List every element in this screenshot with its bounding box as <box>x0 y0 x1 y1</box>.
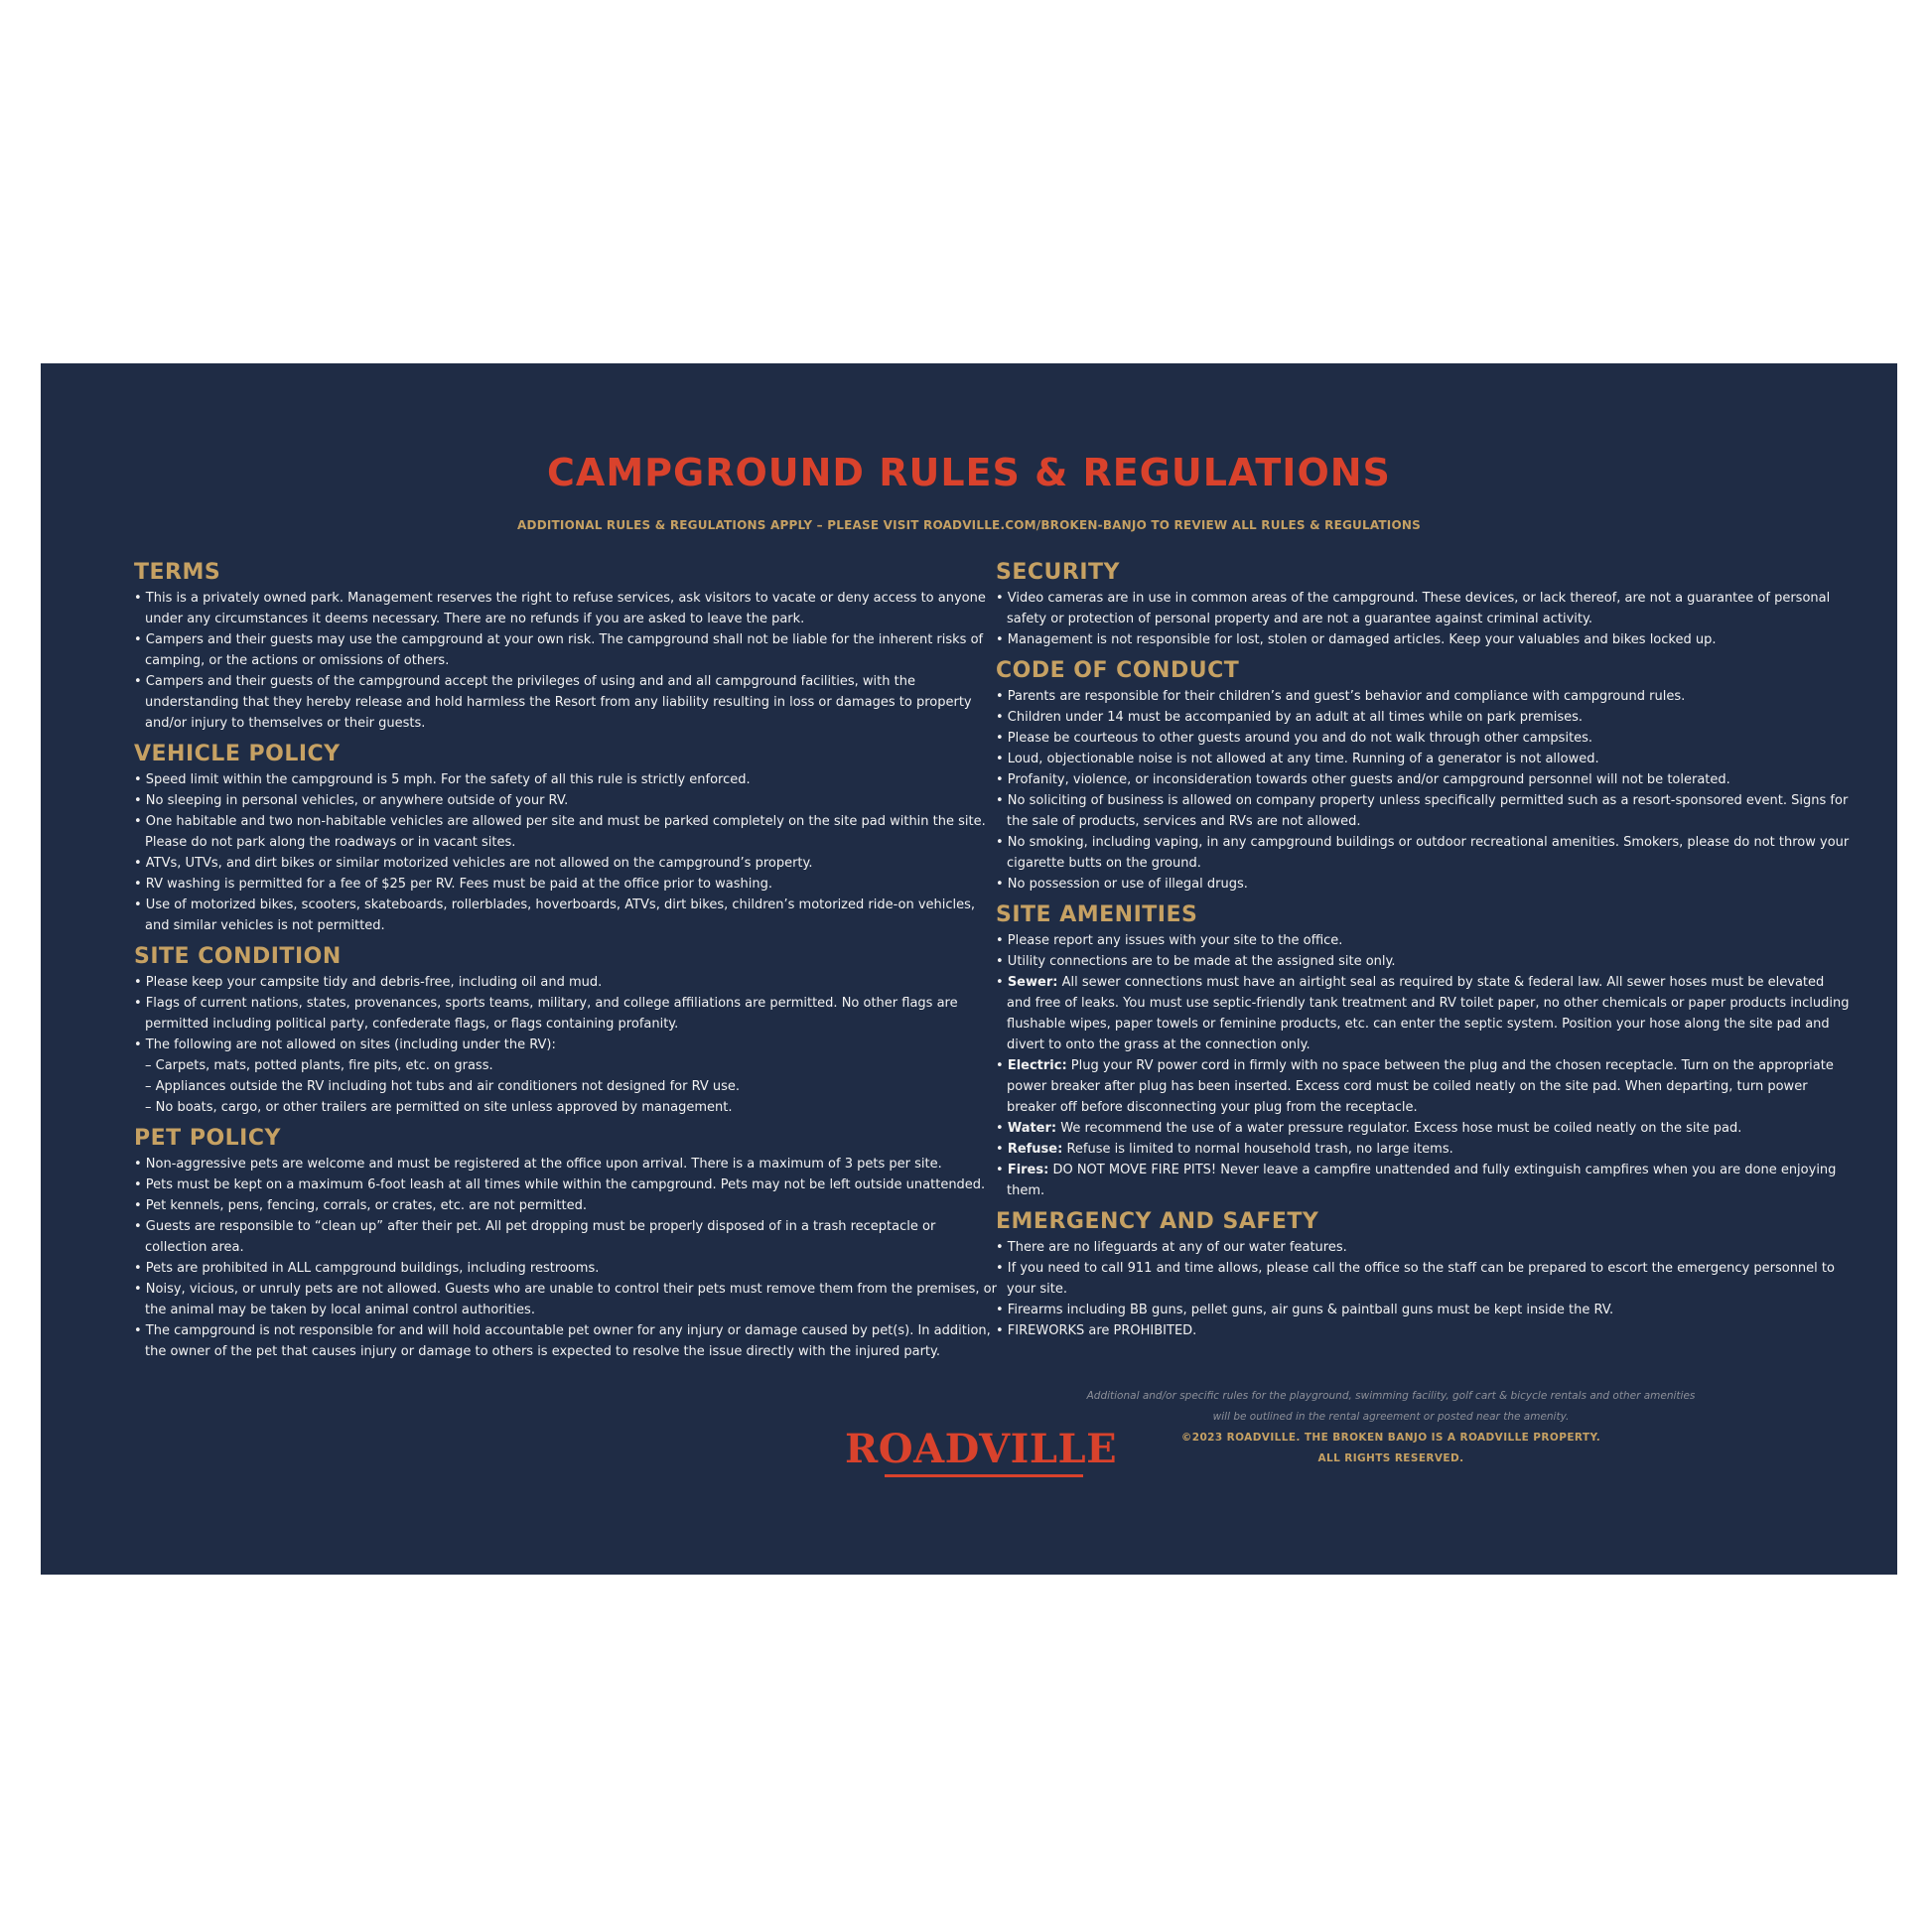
rule-text: • One habitable and two non-habitable vehicles are allowed per site and must be parked completely on the site pad within the site. Please do not park along the roadways or in vacant sites. <box>134 814 986 850</box>
rules-sign-board <box>41 363 1897 1575</box>
rule-text: • Utility connections are to be made at the assigned site only. <box>996 954 1396 969</box>
rule-text: – Carpets, mats, potted plants, fire pits, etc. on grass. <box>145 1058 493 1073</box>
section-pet-policy <box>134 1124 998 1362</box>
rule-text: – Appliances outside the RV including hot tubs and air conditioners not designed for RV use. <box>145 1079 741 1094</box>
rule-item <box>996 972 1850 1055</box>
rule-text: DO NOT MOVE FIRE PITS! Never leave a campfire unattended and fully extinguish campfires when you are done enjoying them. <box>1007 1163 1837 1198</box>
bullet: • <box>996 975 1008 990</box>
rule-item <box>134 1320 998 1362</box>
rule-item <box>996 769 1850 790</box>
rule-label: Sewer: <box>1007 975 1058 990</box>
rule-item <box>996 790 1850 832</box>
rule-text: • Speed limit within the campground is 5 mph. For the safety of all this rule is strictly enforced. <box>134 772 751 787</box>
section-vehicle-policy <box>134 740 998 936</box>
footer-note <box>1073 1386 1709 1469</box>
rule-item <box>996 1320 1850 1341</box>
rule-item <box>134 1279 998 1320</box>
right-column <box>996 558 1850 1347</box>
section-heading: VEHICLE POLICY <box>134 742 341 766</box>
rule-text: • RV washing is permitted for a fee of $25 per RV. Fees must be paid at the office prior to washing. <box>134 877 772 892</box>
rule-item <box>134 671 998 734</box>
bullet: • <box>996 1058 1008 1073</box>
rule-item <box>996 749 1850 769</box>
rule-text: • Flags of current nations, states, provenances, sports teams, military, and college affiliations are permitted. No other flags are permitted including political party, confederate flags, or flags containing profanity. <box>134 996 958 1032</box>
rule-label: Water: <box>1007 1121 1057 1136</box>
rule-text: • Firearms including BB guns, pellet guns, air guns & paintball guns must be kept inside the RV. <box>996 1303 1614 1317</box>
rule-item <box>996 1118 1850 1139</box>
rules-list <box>996 588 1850 650</box>
section-heading: CODE OF CONDUCT <box>996 658 1240 683</box>
rule-item <box>996 1258 1850 1300</box>
rule-item <box>996 1300 1850 1320</box>
rule-text: • Campers and their guests may use the campground at your own risk. The campground shall not be liable for the inherent risks of camping, or the actions or omissions of others. <box>134 632 984 668</box>
rule-text: • The following are not allowed on sites (including under the RV): <box>134 1037 556 1052</box>
rule-item <box>134 629 998 671</box>
rule-item <box>134 1097 998 1118</box>
rules-list <box>134 1154 998 1362</box>
section-terms <box>134 558 998 734</box>
rule-item <box>134 1195 998 1216</box>
rule-label: Fires: <box>1007 1163 1049 1177</box>
rules-list <box>134 972 998 1118</box>
rule-item <box>134 1035 998 1055</box>
rule-item <box>996 1055 1850 1118</box>
bullet: • <box>996 1142 1008 1157</box>
section-emergency-and-safety <box>996 1207 1850 1341</box>
rule-item <box>996 707 1850 728</box>
rule-item <box>134 1154 998 1174</box>
rule-item <box>134 588 998 629</box>
section-heading: SECURITY <box>996 560 1120 585</box>
section-heading: TERMS <box>134 560 221 585</box>
rule-item <box>134 811 998 853</box>
page-title: CAMPGROUND RULES & REGULATIONS <box>547 451 1391 494</box>
rule-text: • Please be courteous to other guests around you and do not walk through other campsites. <box>996 731 1593 746</box>
section-security <box>996 558 1850 650</box>
rule-text: All sewer connections must have an airtight seal as required by state & federal law. All sewer hoses must be elevated and free of leaks. You must use septic-friendly tank treatment and RV toilet paper, no other chemicals or paper products including flushable wipes, paper towels or feminine products, etc. can enter the septic system. Position your hose along the site pad and divert to onto the grass at the connection only. <box>1007 975 1850 1052</box>
rule-item <box>134 853 998 874</box>
rule-text: • This is a privately owned park. Management reserves the right to refuse services, ask visitors to vacate or deny access to anyone under any circumstances it deems necessary. There are no refunds if you are asked to leave the park. <box>134 591 986 626</box>
rule-item <box>134 790 998 811</box>
copyright-line-2: ALL RIGHTS RESERVED. <box>1317 1452 1464 1464</box>
left-column <box>134 558 998 1368</box>
section-code-of-conduct <box>996 656 1850 895</box>
rule-item <box>134 1216 998 1258</box>
rule-item <box>996 832 1850 874</box>
page-subtitle: ADDITIONAL RULES & REGULATIONS APPLY – PLEASE VISIT ROADVILLE.COM/BROKEN-BANJO TO REVIEW ALL RULES & REGULATIONS <box>517 518 1421 532</box>
rule-text: Refuse is limited to normal household trash, no large items. <box>1062 1142 1453 1157</box>
rule-text: • If you need to call 911 and time allows, please call the office so the staff can be prepared to escort the emergency personnel to your site. <box>996 1261 1835 1297</box>
rules-list <box>134 769 998 936</box>
section-heading: SITE CONDITION <box>134 944 342 969</box>
rule-text: • Use of motorized bikes, scooters, skateboards, rollerblades, hoverboards, ATVs, dirt bikes, children’s motorized ride-on vehicles, and similar vehicles is not permitted. <box>134 897 976 933</box>
roadville-logo <box>845 1424 1118 1485</box>
rule-item <box>996 951 1850 972</box>
rule-text: – No boats, cargo, or other trailers are permitted on site unless approved by management. <box>145 1100 733 1115</box>
rule-text: • No possession or use of illegal drugs. <box>996 877 1248 892</box>
rule-text: Plug your RV power cord in firmly with no space between the plug and the chosen receptacle. Turn on the appropriate power breaker after plug has been inserted. Excess cord must be coiled neatly on the site pad. When departing, turn power breaker off before disconnecting your plug from the receptacle. <box>1007 1058 1834 1115</box>
rule-text: • Parents are responsible for their children’s and guest’s behavior and compliance with campground rules. <box>996 689 1686 704</box>
rule-item <box>134 874 998 895</box>
section-site-amenities <box>996 900 1850 1201</box>
rule-text: • Please report any issues with your site to the office. <box>996 933 1343 948</box>
rule-item <box>134 993 998 1035</box>
rule-item <box>996 874 1850 895</box>
rule-text: • Campers and their guests of the campground accept the privileges of using and and all campground facilities, with the understanding that they hereby release and hold harmless the Resort from any liability resulting in loss or damages to property and/or injury to themselves or their guests. <box>134 674 972 731</box>
section-heading: SITE AMENITIES <box>996 902 1198 927</box>
rule-text: • Please keep your campsite tidy and debris-free, including oil and mud. <box>134 975 603 990</box>
rule-text: • The campground is not responsible for and will hold accountable pet owner for any injury or damage caused by pet(s). In addition, the owner of the pet that causes injury or damage to others is expected to resolve the issue directly with the injured party. <box>134 1323 991 1359</box>
rule-text: • Children under 14 must be accompanied by an adult at all times while on park premises. <box>996 710 1584 725</box>
bullet: • <box>996 1121 1008 1136</box>
rule-text: • Pet kennels, pens, fencing, corrals, or crates, etc. are not permitted. <box>134 1198 587 1213</box>
rule-text: • Pets must be kept on a maximum 6-foot leash at all times while within the campground. Pets may not be left outside unattended. <box>134 1177 986 1192</box>
bullet: • <box>996 1163 1008 1177</box>
rule-text: • Loud, objectionable noise is not allowed at any time. Running of a generator is not allowed. <box>996 752 1599 766</box>
rule-text: • Guests are responsible to “clean up” after their pet. All pet dropping must be properly disposed of in a trash receptacle or collection area. <box>134 1219 936 1255</box>
rule-item <box>134 895 998 936</box>
section-site-condition <box>134 942 998 1118</box>
rule-item <box>134 769 998 790</box>
rule-label: Refuse: <box>1007 1142 1063 1157</box>
footer-note-line-1: Additional and/or specific rules for the playground, swimming facility, golf cart & bicycle rentals and other amenities <box>1086 1390 1696 1402</box>
copyright-line-1: ©2023 ROADVILLE. THE BROKEN BANJO IS A ROADVILLE PROPERTY. <box>1180 1432 1601 1444</box>
rule-text: • Video cameras are in use in common areas of the campground. These devices, or lack thereof, are not a guarantee of personal safety or protection of personal property and are not a guarantee against criminal activity. <box>996 591 1831 626</box>
rules-list <box>134 588 998 734</box>
rule-text: • No smoking, including vaping, in any campground buildings or outdoor recreational amenities. Smokers, please do not throw your cigarette butts on the ground. <box>996 835 1850 871</box>
rule-text: • Non-aggressive pets are welcome and must be registered at the office upon arrival. There is a maximum of 3 pets per site. <box>134 1157 942 1172</box>
rule-item <box>996 1160 1850 1201</box>
rule-item <box>996 1237 1850 1258</box>
rule-item <box>996 930 1850 951</box>
footer-note-line-2: will be outlined in the rental agreement or posted near the amenity. <box>1212 1411 1570 1423</box>
rule-text: • FIREWORKS are PROHIBITED. <box>996 1323 1197 1338</box>
rule-text: • Pets are prohibited in ALL campground buildings, including restrooms. <box>134 1261 600 1276</box>
rule-item <box>134 1076 998 1097</box>
rule-text: We recommend the use of a water pressure regulator. Excess hose must be coiled neatly on the site pad. <box>1056 1121 1742 1136</box>
rules-list <box>996 686 1850 895</box>
rule-item <box>996 588 1850 629</box>
rule-label: Electric: <box>1007 1058 1067 1073</box>
rules-list <box>996 1237 1850 1341</box>
rule-item <box>134 1258 998 1279</box>
rule-text: • No soliciting of business is allowed on company property unless specifically permitted such as a resort-sponsored event. Signs for the sale of products, services and RVs are not allowed. <box>996 793 1849 829</box>
rule-item <box>996 728 1850 749</box>
rule-item <box>996 686 1850 707</box>
logo-wordmark: ROADVILLE <box>845 1426 1118 1472</box>
rule-text: • No sleeping in personal vehicles, or anywhere outside of your RV. <box>134 793 569 808</box>
rule-item <box>134 972 998 993</box>
rule-text: • ATVs, UTVs, and dirt bikes or similar motorized vehicles are not allowed on the campground’s property. <box>134 856 813 871</box>
rule-item <box>996 629 1850 650</box>
rule-text: • Profanity, violence, or inconsideration towards other guests and/or campground personnel will not be tolerated. <box>996 772 1730 787</box>
rule-item <box>134 1055 998 1076</box>
rule-text: • There are no lifeguards at any of our water features. <box>996 1240 1347 1255</box>
rules-list <box>996 930 1850 1201</box>
rule-text: • Management is not responsible for lost, stolen or damaged articles. Keep your valuables and bikes locked up. <box>996 632 1717 647</box>
rule-item <box>134 1174 998 1195</box>
section-heading: PET POLICY <box>134 1126 281 1151</box>
section-heading: EMERGENCY AND SAFETY <box>996 1209 1319 1234</box>
rule-item <box>996 1139 1850 1160</box>
logo-underline <box>885 1474 1083 1477</box>
rule-text: • Noisy, vicious, or unruly pets are not allowed. Guests who are unable to control their pets must remove them from the premises, or the animal may be taken by local animal control authorities. <box>134 1282 997 1317</box>
